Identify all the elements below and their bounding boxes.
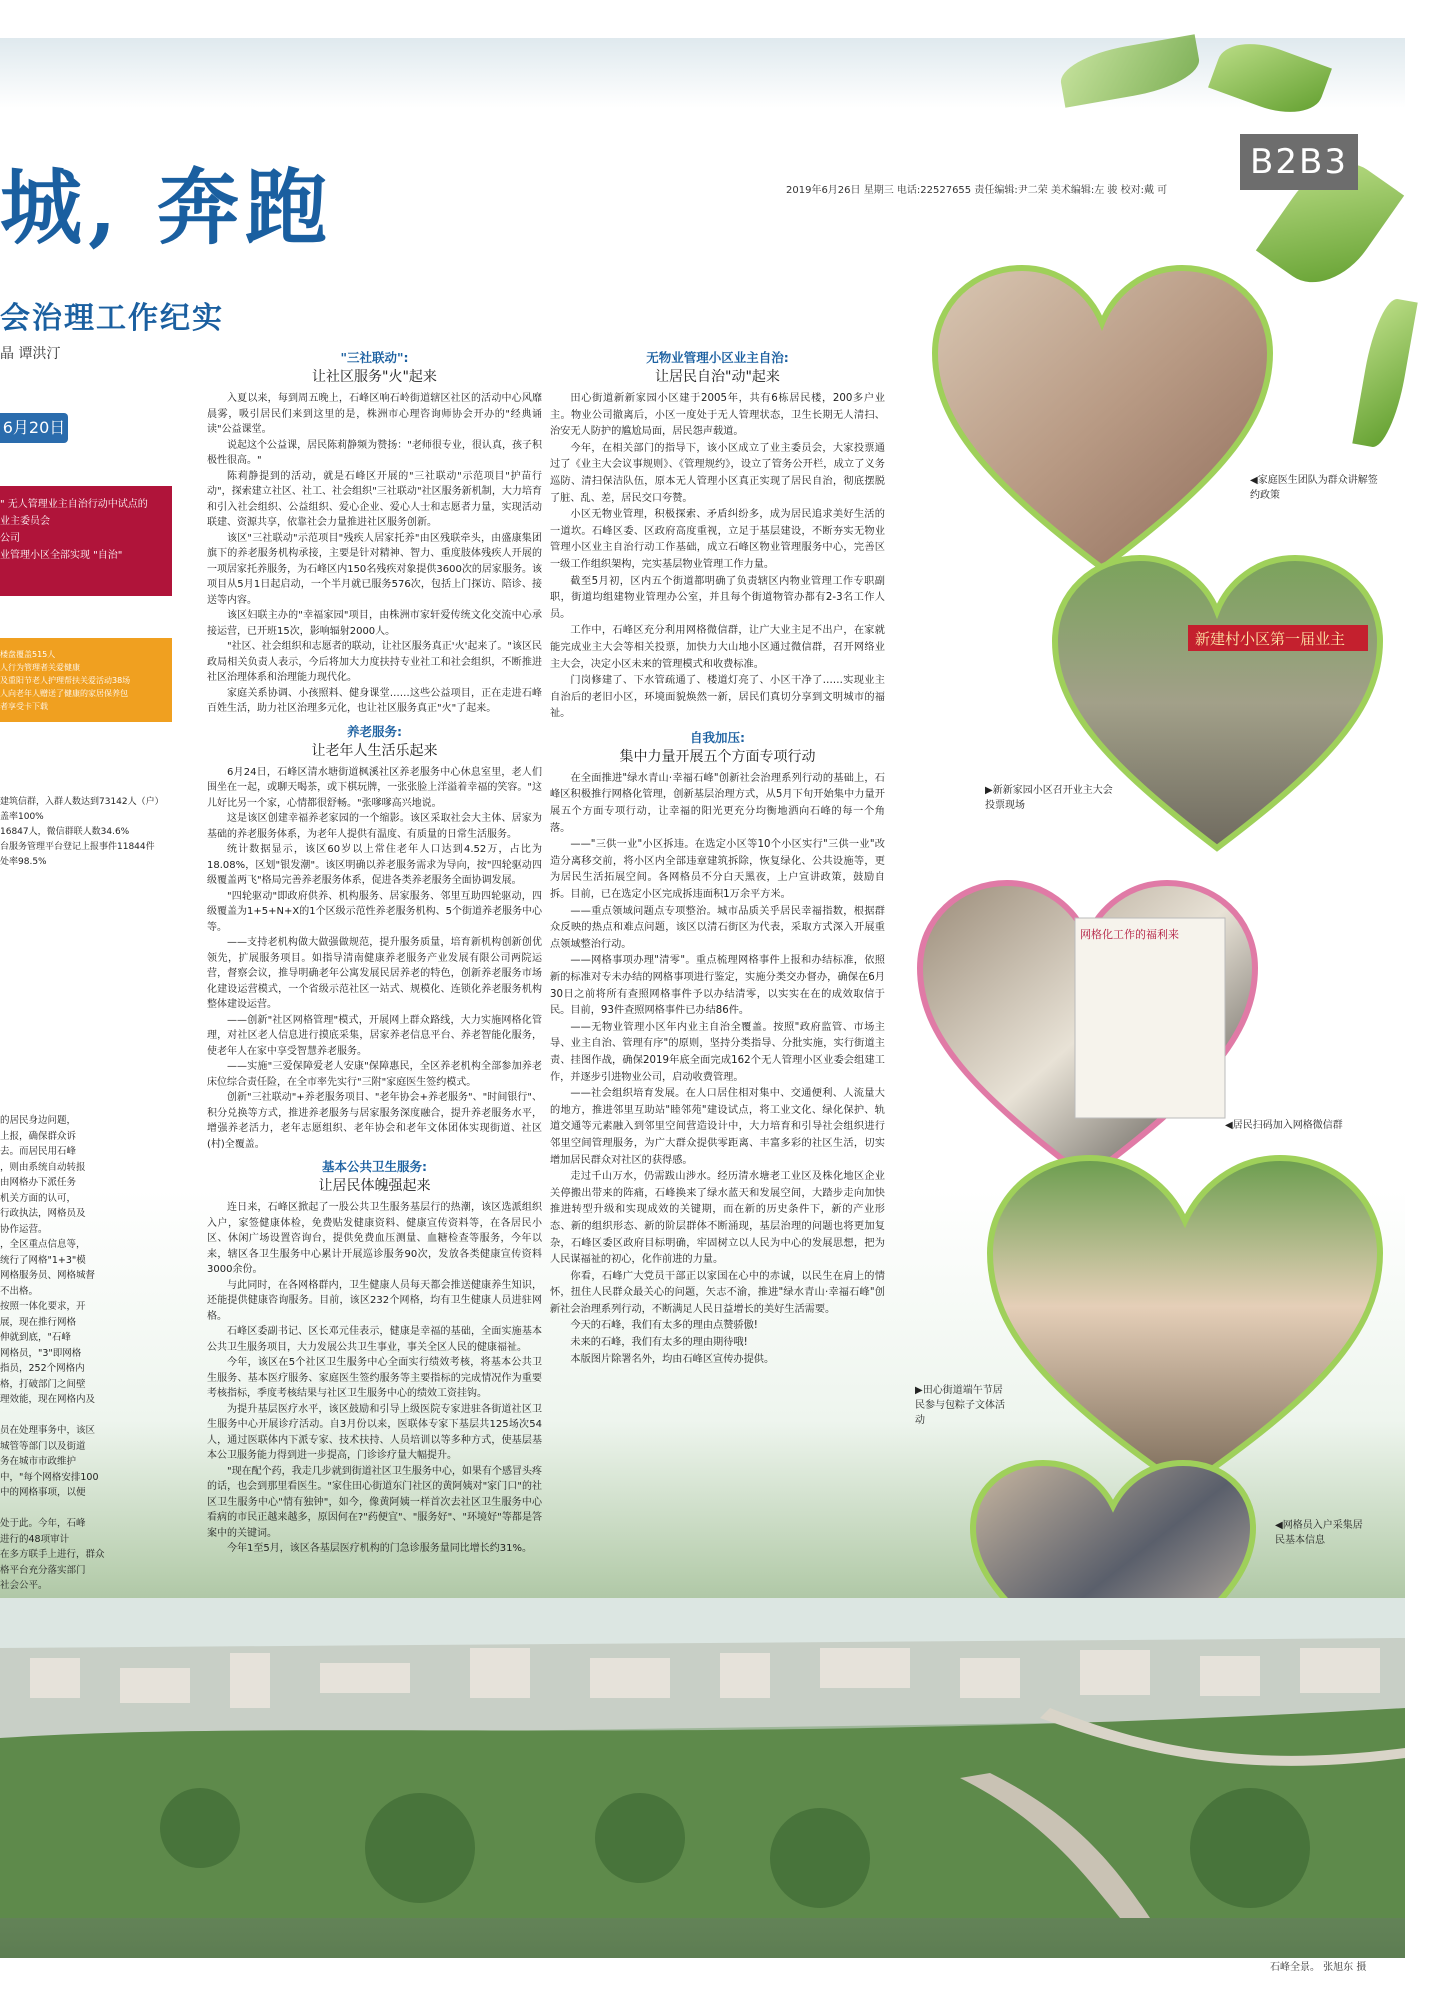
info-line: 人行为管理者关爱健康	[0, 663, 80, 672]
article-paragraph: ——实施"三爱保障爱老人安康"保障惠民，全区养老机构全部参加养老床位综合责任险，在全市率先实行"三附"家庭医生签约模式。	[207, 1061, 542, 1088]
leaf-decoration	[1352, 296, 1417, 451]
text-line	[0, 1501, 108, 1517]
section-subheading: 让居民体魄强起来	[318, 1178, 431, 1194]
text-line: 城管等部门以及街道	[0, 1440, 86, 1452]
info-line: 公司	[0, 533, 20, 544]
photo-caption: ▶新新家园小区召开业主大会投票现场	[985, 785, 1113, 811]
red-info-box	[0, 486, 172, 596]
photo-heart-1	[930, 263, 1275, 573]
text-line: 网格服务员、网格城督	[0, 1270, 96, 1281]
text-line: 在多方联手上进行，群众	[0, 1549, 105, 1560]
article-paragraph: 工作中，石峰区充分利用网格微信群，让广大业主足不出户，在家就能完成业主大会等相关投票，加快力大山地小区通过微信群，召开网络业主大会，决定小区未来的管理模式和收费标准。	[550, 625, 885, 670]
section-subheading: 集中力量开展五个方面专项行动	[619, 748, 816, 765]
photo-caption: ▶田心街道端午节居民参与包粽子文体活动	[915, 1385, 1005, 1426]
orange-info-box	[0, 638, 172, 722]
byline: 晶 谭洪汀	[0, 346, 61, 362]
text-line: ，全区重点信息等，	[0, 1239, 86, 1250]
text-line: 统行了网格"1+3"模	[0, 1254, 86, 1266]
article-paragraph: ——"三供一业"小区拆违。在选定小区等10个小区实行"三供一业"改造分离移交前，将小区内全部违章建筑拆除，恢复绿化、公共设施等，更为居民生活拓展空间。各网格员不分白天黑夜，上户宣讲政策，鼓励自拆。目前，已在选定小区完成拆违面积1万余平方米。	[550, 839, 885, 901]
poster-text: 网格化工作的福利来	[1080, 928, 1179, 941]
article-paragraph: 走过千山万水，仍需跋山涉水。经历清水塘老工业区及株化地区企业关停搬出带来的阵痛，石峰换来了绿水蓝天和发展空间，大踏步走向加快推进转型升级和实现成效的关键期，而在新的历史条件下，新的产业形态、新的组织形态、新的阶层群体不断涌现，基层治理的问题也将更加复杂，石峰区委区政府目标明确，牢固树立以人民为中心的发展思想，把为人民谋福祉的初心，化作前进的力量。	[550, 1171, 885, 1266]
article-paragraph: ——创新"社区网格管理"模式，开展网上群众路线，大力实施网格化管理，对社区老人信息进行摸底采集，居家养老信息平台、养老智能化服务，使老年人在家中享受智慧养老服务。	[207, 1014, 542, 1057]
article-paragraph: ——无物业管理小区年内业主自治全覆盖。按照"政府监管、市场主导、业主自治、管理有序"的原则，坚持分类指导、分批实施，实行街道主责、挂图作战，确保2019年底全面完成162个无人管理小区业委会组建工作，并逐步引进物业公司，启动收费管理。	[550, 1021, 885, 1083]
article-paragraph: ——重点领域问题点专项整治。城市品质关乎居民幸福指数，根据群众反映的热点和难点问题，该区以清石街区为代表，采取方式深入开展重点领域整治行动。	[550, 905, 885, 950]
article-paragraph: 石峰区委副书记、区长邓元佳表示，健康是幸福的基础，全面实施基本公共卫生服务项目，大力发展公共卫生事业，事关全区人民的健康福祉。	[207, 1326, 542, 1353]
section-subheading: 让社区服务"火"起来	[312, 369, 437, 385]
info-line: " 无人管理业主自治行动中试点的	[0, 499, 148, 510]
article-paragraph: 这是该区创建幸福养老家园的一个缩影。该区采取社会大主体、居家为基础的养老服务体系，为老年人提供有温度、有质量的日常生活服务。	[207, 813, 542, 840]
article-paragraph: 该区妇联主办的"幸福家园"项目，由株洲市家轩爱传统文化交流中心承接运营，已开班15次，影响辐射2000人。	[207, 610, 542, 637]
article-column-2	[550, 343, 885, 1368]
article-paragraph: 今天的石峰，我们有太多的理由点赞骄傲!	[570, 1320, 758, 1332]
left-text-column	[0, 1113, 108, 1594]
section-heading: 无物业管理小区业主自治:	[646, 350, 789, 365]
text-line: 行政执法，网格员及	[0, 1208, 86, 1219]
article-paragraph: "现在配个药，我走几步就到街道社区卫生服务中心，如果有个感冒头疼的话，也会到那里看医生。"家住田心街道东门社区的黄阿姨对"家门口"的社区卫生服务中心"情有独钟"，如今，像黄阿姨一样首次去社区卫生服务中心看病的市民正越来越多，原因何在?"药便宜"、"服务好"、"环境好"等都是答案中的关键词。	[207, 1465, 542, 1539]
photo-caption: ◀居民扫码加入网格微信群	[1225, 1120, 1343, 1131]
article-paragraph: 截至5月初，区内五个街道都明确了负责辖区内物业管理工作专职副职，街道均组建物业管理办公室，并且每个街道物管办都有2-3名工作人员。	[550, 575, 885, 620]
text-line: 由网格办下派任务	[0, 1177, 77, 1188]
page-date-line: 2019年6月26日 星期三 电话:22527655 责任编辑:尹二荣 美术编辑:左 骏 校对:戴 可	[786, 185, 1168, 196]
info-line: 及重阳节老人护理帮扶关爱活动38场	[0, 676, 131, 685]
stats-list	[0, 795, 172, 870]
info-line: 楼盘覆盖515人	[0, 650, 56, 659]
photo-heart-3	[915, 878, 1260, 1183]
article-paragraph: 说起这个公益课，居民陈莉静频为赞扬："老师很专业，很认真，孩子积极性很高。"	[207, 439, 542, 466]
text-line: 展，现在推行网格	[0, 1316, 77, 1328]
city-panorama-photo	[0, 1598, 1405, 1918]
article-paragraph: 6月24日，石峰区清水塘街道枫溪社区养老服务中心休息室里，老人们围坐在一起，或聊天喝茶，或下棋玩牌，一张张脸上洋溢着幸福的笑容。"这儿好比另一个家，心情都很舒畅。"张嗲嗲高兴地说。	[207, 766, 542, 809]
stat-line: 盖率100%	[0, 812, 44, 822]
article-paragraph: ——社会组织培育发展。在人口居住相对集中、交通便利、人流量大的地方，推进邻里互助站"睦邻苑"建设试点，将工业文化、绿化保护、轨道交通等元素融入到邻里空间营造设计中，大力培育和引导社会组织进行邻里空间管理服务，为广大群众提供零距离、丰富多彩的社区生活，切实增加居民群众对社区的获得感。	[550, 1088, 885, 1166]
article-paragraph: 连日来，石峰区掀起了一股公共卫生服务基层行的热潮，该区选派组织入户，家签健康体检，免费贴发健康资料、健康宣传资料等，在各居民小区、休闲广场设置咨询台，提供免费血压测量、血糖检查等服务，今年以来，辖区各卫生服务中心累计开展巡诊服务90次，发放各类健康宣传资料3000余份。	[207, 1202, 542, 1275]
text-line: 中的网格事项，以便	[0, 1487, 86, 1498]
text-line: 处于此。今年，石峰	[0, 1518, 86, 1529]
text-line: 上报，确保群众诉	[0, 1130, 77, 1142]
article-paragraph: 今年，该区在5个社区卫生服务中心全面实行绩效考核，将基本公共卫生服务、基本医疗服务、家庭医生签约服务等主要指标的完成情况作为重要考核指标，季度考核结果与社区卫生服务中心的绩效工资挂钩。	[207, 1357, 542, 1399]
text-line: 协作运营。	[0, 1223, 48, 1235]
photo-heart-4	[985, 1153, 1385, 1493]
article-paragraph: 今年，在相关部门的指导下，该小区成立了业主委员会，大家投票通过了《业主大会议事规则》、《管理规约》，设立了管务公开栏，成立了义务巡防、清扫保洁队伍，原本无人管理小区真正实现了居民自治，彻底摆脱了脏、乱、差，居民交口夸赞。	[550, 442, 885, 504]
section-heading: 基本公共卫生服务:	[322, 1159, 427, 1174]
article-paragraph: "社区、社会组织和志愿者的联动，让社区服务真正'火'起来了。"该区民政局相关负责人表示，今后将加大力度扶持专业社工和社会组织，不断推进社区治理体系和治理能力现代化。	[207, 641, 542, 683]
article-column-1	[207, 343, 542, 1557]
article-paragraph: 田心街道新新家园小区建于2005年，共有6栋居民楼，200多户业主。物业公司撤离后，小区一度处于无人管理状态，卫生长期无人清扫、治安无人防护的尴尬局面，居民怨声载道。	[550, 393, 885, 438]
text-line: 去。而居民用石峰	[0, 1146, 77, 1157]
article-paragraph: 陈莉静提到的活动，就是石峰区开展的"三社联动"示范项目"护苗行动"，探索建立社区、社工、社会组织"三社联动"社区服务新机制，大力培育和引入社会组织、公益组织、爱心企业、爱心人士和志愿者力量，实现活动联建、资源共享，依靠社会力量推进社区服务创新。	[207, 470, 542, 528]
info-line: 业管理小区全部实现 "自治"	[0, 550, 123, 561]
text-line: 进行的48项审计	[0, 1533, 70, 1545]
text-line: 理效能，现在网格内及	[0, 1394, 96, 1405]
text-line: 社会公平。	[0, 1580, 48, 1591]
banner-text: 新建村小区第一届业主	[1195, 630, 1346, 648]
article-paragraph: ——支持老机构做大做强做规范，提升服务质量，培育新机构创新创优领先，扩展服务项目。如指导清南健康养老服务产业发展有限公司两院运营，督察会议，推导明确老年公寓发展民居养老的特色，创新养老服务市场化建设运营模式，一个省级示范社区一站式、规模化、连锁化养老服务机构整体建设运营。	[207, 937, 542, 1010]
headline-subtitle: 会治理工作纪实	[0, 301, 224, 336]
photo-caption: ◀网格员入户采集居民基本信息	[1275, 1520, 1363, 1546]
text-line: 格平台充分落实部门	[0, 1564, 86, 1576]
article-paragraph: 入夏以来，每到周五晚上，石峰区响石岭街道辖区社区的活动中心风靡晨雾，吸引居民们来到这里的是，株洲市心理咨询师协会开办的"经典诵读"公益课堂。	[207, 393, 542, 435]
text-line: 务在城市市政维护	[0, 1456, 77, 1467]
stat-line: 处率98.5%	[0, 857, 47, 867]
article-paragraph: 创新"三社联动"+养老服务项目、"老年协会+养老服务"、"时间银行"、积分兑换等方式，推进养老服务与居家服务深度融合，提升养老服务水平，增强养老活力，老年志愿组织、老年协会和老年文体团体实现街道、社区(村)全覆盖。	[207, 1092, 542, 1150]
article-paragraph: "四轮驱动"即政府供养、机构服务、居家服务、邻里互助四轮驱动，四级覆盖为1+5+N+X的1个区级示范性养老服务机构、5个街道养老服务中心等。	[207, 890, 542, 933]
article-paragraph: 与此同时，在各网格群内，卫生健康人员每天都会推送健康养生知识，还能提供健康咨询服务。目前，该区232个网格，均有卫生健康人员进驻网格。	[207, 1279, 542, 1322]
text-line: 按照一体化要求，开	[0, 1301, 86, 1312]
date-badge: 6月20日	[0, 413, 68, 443]
text-line: 机关方面的认可，	[0, 1192, 77, 1204]
article-paragraph: 该区"三社联动"示范项目"残疾人居家托养"由区残联牵头，由盛康集团旗下的养老服务机构承接，主要是针对精神、智力、重度肢体残疾人开展的一项居家托养服务，为石峰区内150名残疾对象提供3600次的居家服务。该项目从5月1日起启动，一个半月就已服务576次，包括上门探访、陪诊、接送等内容。	[207, 532, 542, 606]
article-paragraph: 小区无物业管理，积极探索、矛盾纠纷多，成为居民追求美好生活的一道坎。石峰区委、区政府高度重视，立足于基层建设，不断夯实无物业管理小区业主自治行动工作基础，成立石峰区物业管理服务中心，完善区一级工作组织架构，完实基层物业管理工作力量。	[550, 509, 885, 570]
article-paragraph: 统计数据显示，该区60岁以上常住老年人口达到4.52万，占比为18.08%，区划"银发潮"。该区明确以养老服务需求为导向，按"四轮驱动四级覆盖两飞"格局完善养老服务体系，促进各类养老服务全面协调发展。	[207, 844, 542, 886]
article-paragraph: 今年1至5月，该区各基层医疗机构的门急诊服务量同比增长约31%。	[227, 1543, 532, 1554]
article-paragraph: 为提升基层医疗水平，该区鼓励和引导上级医院专家进驻各街道社区卫生服务中心开展诊疗活动。自3月份以来，医联体专家下基层共125场次54人，通过医联体内下派专家、技术扶持、人员培训以等多种方式，使基层基本公卫服务能力得到进一步提高，门诊诊疗量大幅提升。	[207, 1403, 542, 1461]
text-line: 格，打破部门之间壁	[0, 1378, 86, 1390]
article-paragraph: 在全面推进"绿水青山·幸福石峰"创新社会治理系列行动的基础上，石峰区积极推行网格化管理，创新基层治理方式，从5月下旬开始集中力量开展五个方面专项行动，让幸福的阳光更充分均衡地洒向石峰的每一个角落。	[550, 772, 885, 834]
headline-title: 城, 奔跑	[0, 160, 334, 256]
article-paragraph: 门岗修建了、下水管疏通了、楼道灯亮了、小区干净了……实现业主自治后的老旧小区，环境面貌焕然一新，居民们真切分享到文明城市的福祉。	[550, 675, 885, 720]
section-heading: "三社联动":	[340, 350, 409, 365]
text-line: 网格员，"3"即网格	[0, 1347, 82, 1359]
section-subheading: 让居民自治"动"起来	[655, 369, 780, 385]
photo-caption: ◀家庭医生团队为群众讲解签约政策	[1250, 475, 1378, 501]
article-paragraph: 你看，石峰广大党员干部正以家国在心中的赤诚，以民生在肩上的情怀，扭住人民群众最关心的问题，矢志不渝，推进"绿水青山·幸福石峰"创新社会治理系列行动，不断满足人民日益增长的美好生活需要。	[550, 1270, 885, 1315]
info-line: 者享受卡下载	[0, 702, 48, 711]
article-paragraph: 未来的石峰，我们有太多的理由期待哦!	[570, 1337, 748, 1349]
info-line: 人向老年人赠送了健康的家居保养包	[0, 689, 128, 698]
text-line: 指员，252个网格内	[0, 1363, 85, 1374]
section-subheading: 让老年人生活乐起来	[311, 742, 438, 759]
text-line: 伸就到底，"石峰	[0, 1332, 71, 1343]
stat-line: 台服务管理平台登记上报事件11844件	[0, 842, 155, 852]
stat-line: 16847人，微信群联人数34.6%	[0, 827, 130, 837]
article-paragraph: ——网格事项办理"清零"。重点梳理网格事件上报和办结标准，依照新的标准对专未办结的网格事项进行鉴定，实施分类交办督办，确保在6月30日之前将所有查照网格事件予以办结清零，以实实在在的成效取信于民。目前，93件查照网格事件已办结86件。	[550, 955, 885, 1017]
info-line: 业主委员会	[0, 516, 50, 527]
text-line: ，则由系统自动转报	[0, 1161, 86, 1173]
text-line: 中，"每个网格安排100	[0, 1471, 99, 1483]
section-heading: 自我加压:	[690, 729, 745, 745]
newspaper-page	[0, 38, 1405, 1973]
photo-credit: 石峰全景。 张旭东 摄	[1270, 1962, 1367, 1973]
text-line: 员在处理事务中，该区	[0, 1425, 96, 1436]
article-paragraph: 本版图片除署名外，均由石峰区宣传办提供。	[570, 1353, 775, 1365]
text-line: 不出格。	[0, 1285, 39, 1297]
text-line: 的居民身边问题，	[0, 1115, 77, 1126]
text-line	[0, 1408, 108, 1424]
article-paragraph: 家庭关系协调、小孩照料、健身课堂……这些公益项目，正在走进石峰百姓生活，助力社区治理多元化，也让社区服务真正"火"了起来。	[207, 687, 542, 714]
page-number-badge: B2B3	[1240, 134, 1358, 190]
section-heading: 养老服务:	[347, 723, 402, 739]
stat-line: 建筑信群，入群人数达到73142人（户）	[0, 797, 164, 807]
